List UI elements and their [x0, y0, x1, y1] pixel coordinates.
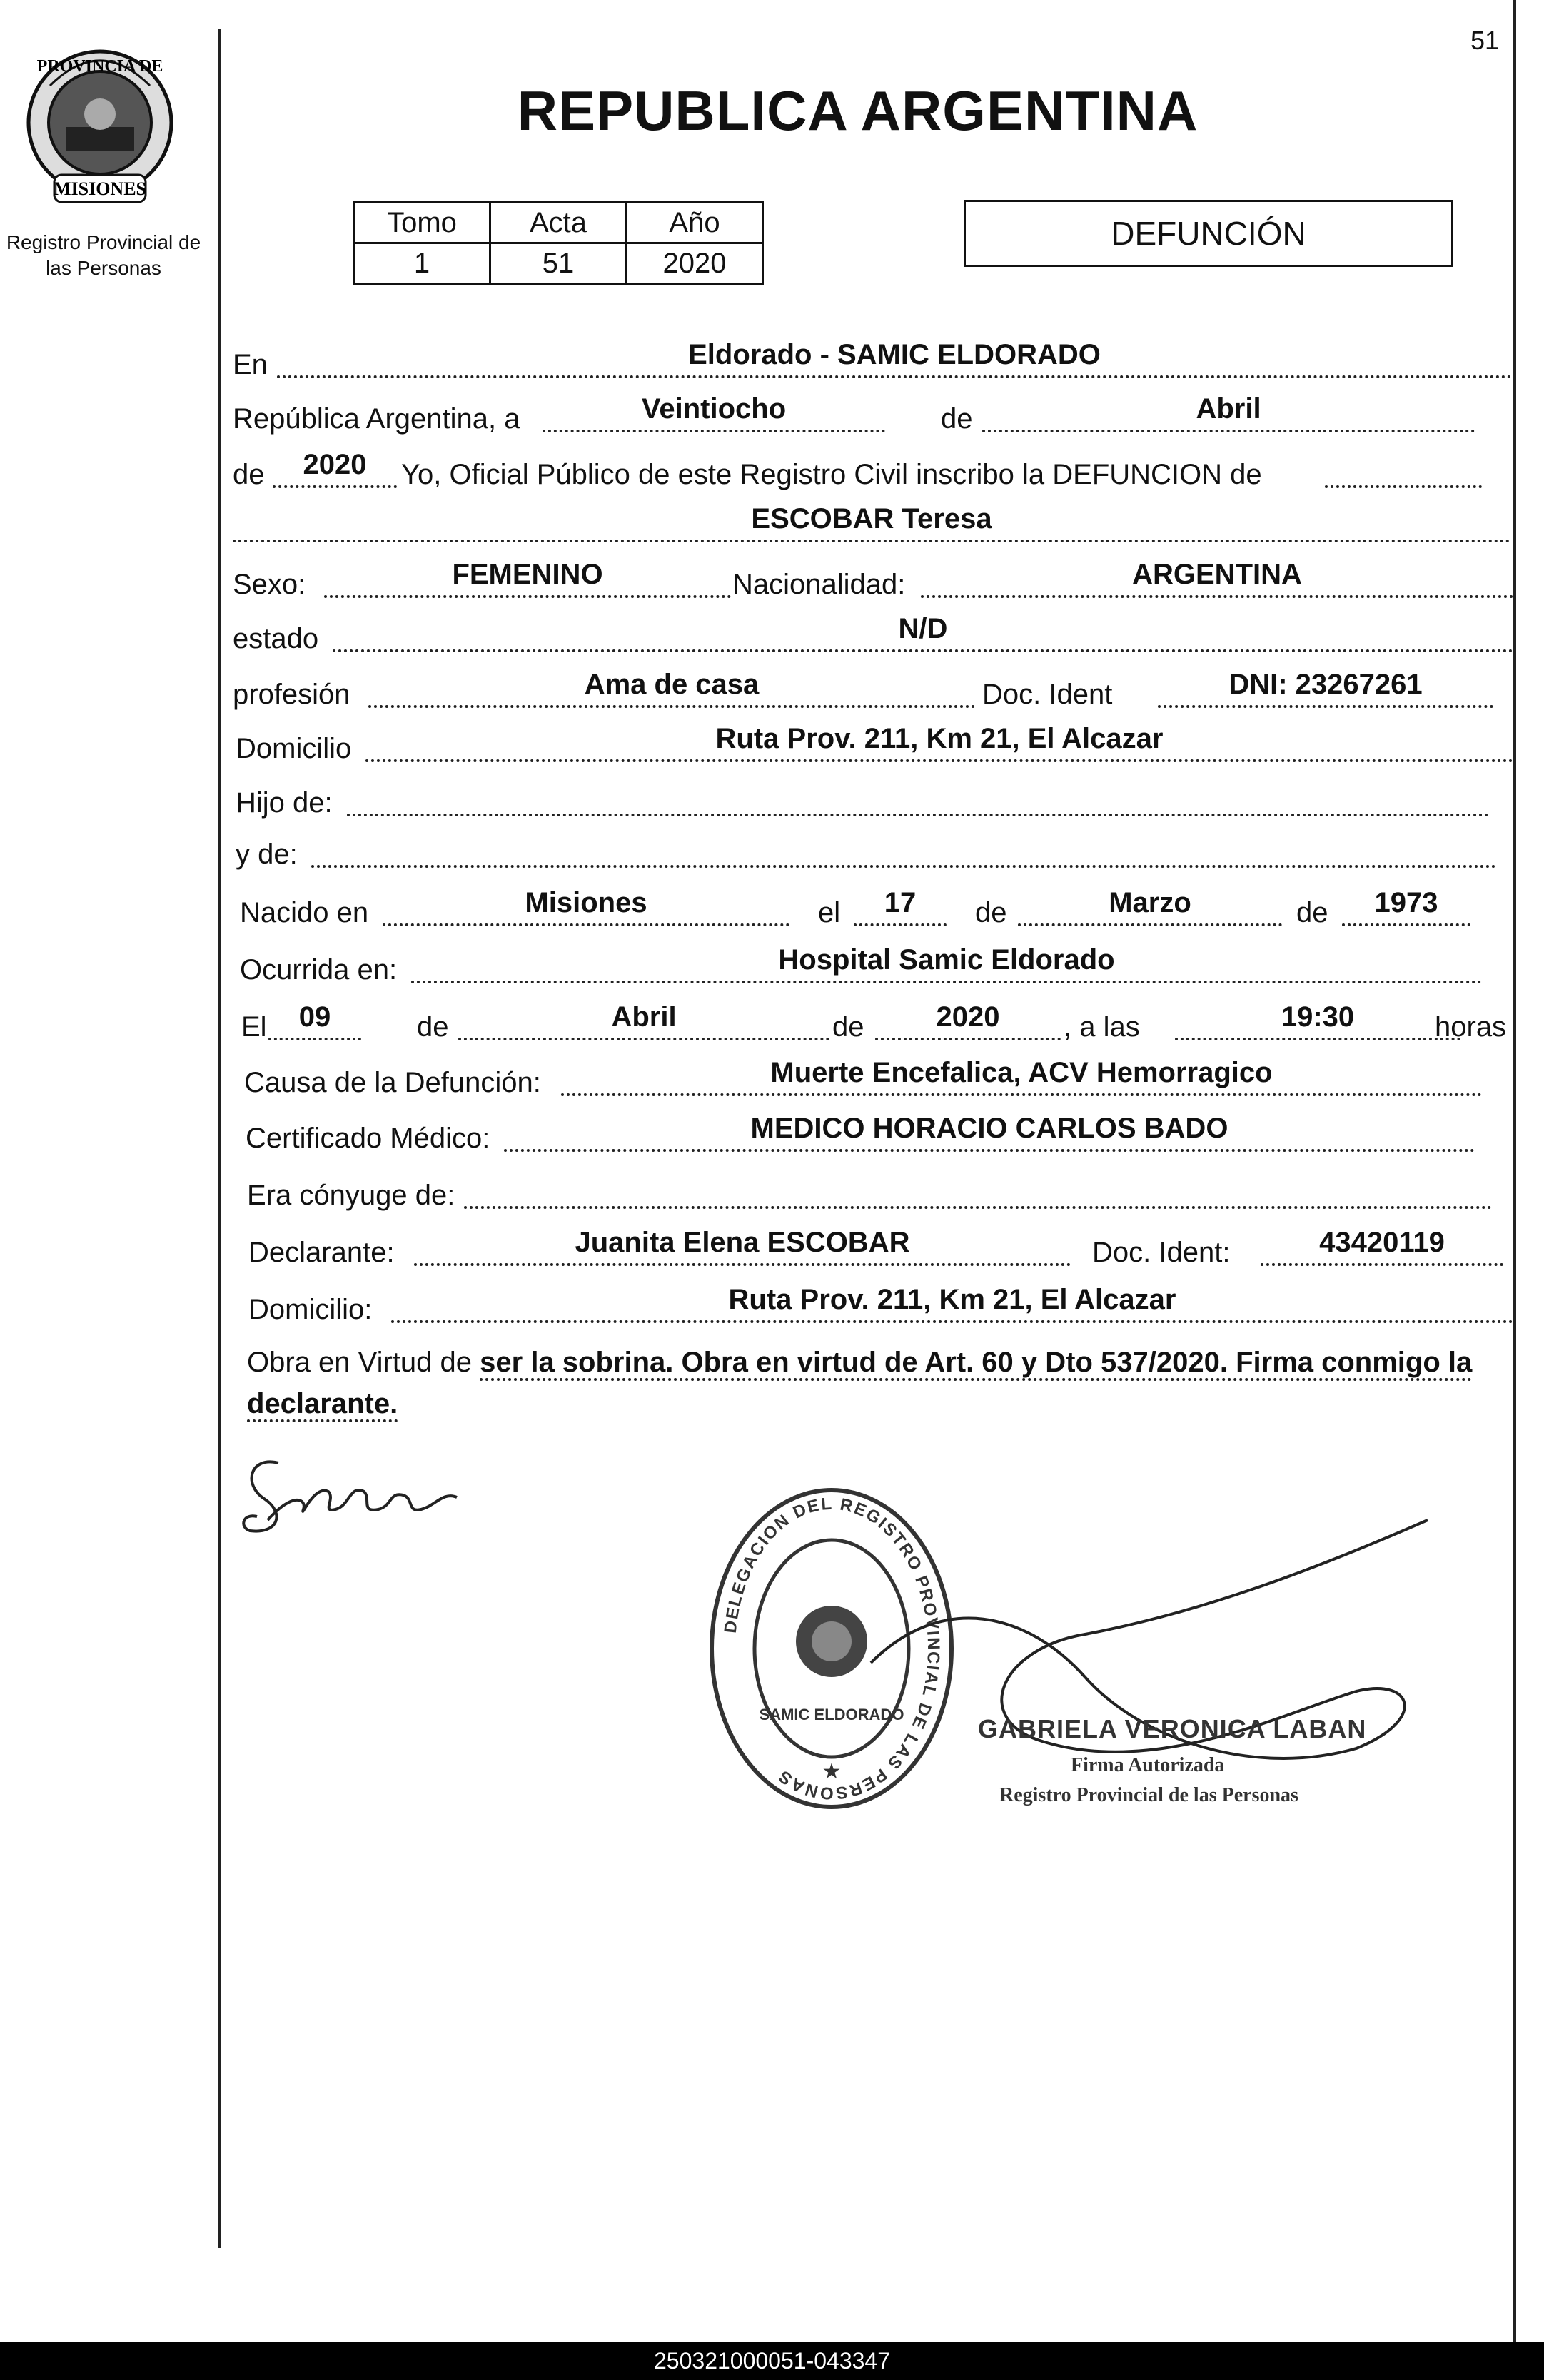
stamp-outer-text: DELEGACION DEL REGISTRO PROVINCIAL DE LAS PERSONAS	[720, 1494, 944, 1803]
anio-value: 2020	[627, 243, 763, 284]
nacionalidad-field: ARGENTINA	[921, 552, 1513, 598]
obra-en-virtud: Obra en Virtud de ser la sobrina. Obra en virtud de Art. 60 y Dto 537/2020. Firma conmigo la declarante.	[247, 1342, 1532, 1424]
row-anio-inscripcion: de 2020 Yo, Oficial Público de este Registro Civil inscribo la DEFUNCION de	[233, 454, 1518, 497]
obra-texto: ser la sobrina. Obra en virtud de Art. 60 y Dto 537/2020. Firma conmigo la declarante.	[247, 1347, 1472, 1422]
row-hijo-de: Hijo de:	[233, 782, 1518, 825]
def-anio-field: 2020	[875, 995, 1061, 1040]
page-number: 51	[1470, 26, 1500, 55]
signatory-org: Registro Provincial de las Personas	[999, 1784, 1298, 1806]
stamp-star: ★	[822, 1760, 842, 1783]
mes-inscripcion-field: Abril	[982, 387, 1475, 432]
acta-value: 51	[490, 243, 627, 284]
hijo-de-field	[347, 771, 1489, 816]
y-de-field	[311, 822, 1496, 868]
def-dia-field: 09	[268, 995, 361, 1040]
declarante-doc-field: 43420119	[1261, 1220, 1503, 1266]
dia-inscripcion-field: Veintiocho	[543, 387, 885, 432]
row-declarante: Declarante: Juanita Elena ESCOBAR Doc. Ident: 43420119	[233, 1232, 1518, 1275]
nac-anio-field: 1973	[1342, 881, 1470, 926]
logo-text-top: PROVINCIA DE	[36, 57, 163, 76]
anio-inscripcion-field: 2020	[273, 442, 397, 488]
logo-text-bottom: MISIONES	[53, 178, 147, 199]
row-estado: estado N/D	[233, 618, 1518, 661]
stamp-inner-text: SAMIC ELDORADO	[759, 1706, 904, 1723]
footer-code: 250321000051-043347	[0, 2342, 1544, 2380]
anio-label: Año	[627, 203, 763, 243]
signatory-name: GABRIELA VERONICA LABAN	[978, 1714, 1367, 1743]
conyuge-field	[464, 1163, 1492, 1209]
document-title: REPUBLICA ARGENTINA	[517, 79, 1199, 142]
left-margin-line	[218, 29, 221, 2248]
sexo-field: FEMENINO	[324, 552, 731, 598]
row-nacimiento: Nacido en Misiones el 17 de Marzo de 1973	[233, 892, 1518, 935]
row-sexo: Sexo: FEMENINO Nacionalidad: ARGENTINA	[233, 564, 1518, 607]
declarant-signature	[236, 1442, 507, 1549]
acta-label: Acta	[490, 203, 627, 243]
nac-dia-field: 17	[854, 881, 947, 926]
row-fecha-defuncion: El 09 de Abril de 2020 , a las 19:30 horas	[233, 1006, 1518, 1049]
row-ocurrida: Ocurrida en: Hospital Samic Eldorado	[233, 949, 1518, 992]
nacido-en-field: Misiones	[383, 881, 789, 926]
yo-continuation-field	[1325, 442, 1482, 488]
reference-table	[353, 201, 764, 285]
row-domicilio-declarante: Domicilio: Ruta Prov. 211, Km 21, El Alcazar	[233, 1289, 1518, 1332]
row-y-de: y de:	[233, 834, 1518, 876]
row-profesion: profesión Ama de casa Doc. Ident DNI: 23267261	[233, 674, 1518, 716]
declarante-domicilio-field: Ruta Prov. 211, Km 21, El Alcazar	[391, 1277, 1513, 1323]
nombre-field: ESCOBAR Teresa	[233, 497, 1510, 542]
domicilio-field: Ruta Prov. 211, Km 21, El Alcazar	[365, 716, 1513, 762]
registry-label: Registro Provincial de las Personas	[6, 231, 201, 279]
record-type-box: DEFUNCIÓN	[964, 200, 1453, 267]
lugar-field: Eldorado - SAMIC ELDORADO	[277, 333, 1512, 378]
nac-mes-field: Marzo	[1018, 881, 1282, 926]
row-nombre	[233, 503, 1518, 551]
row-conyuge: Era cónyuge de:	[233, 1175, 1518, 1217]
doc-ident-field: DNI: 23267261	[1158, 662, 1493, 708]
certificado-field: MEDICO HORACIO CARLOS BADO	[504, 1106, 1475, 1152]
row-lugar: En Eldorado - SAMIC ELDORADO	[233, 344, 1518, 387]
tomo-label: Tomo	[354, 203, 490, 243]
declarante-field: Juanita Elena ESCOBAR	[414, 1220, 1071, 1266]
tomo-value: 1	[354, 243, 490, 284]
row-certificado: Certificado Médico: MEDICO HORACIO CARLOS BADO	[233, 1118, 1518, 1160]
def-mes-field: Abril	[458, 995, 829, 1040]
estado-field: N/D	[333, 607, 1513, 652]
row-causa: Causa de la Defunción: Muerte Encefalica, ACV Hemorragico	[233, 1062, 1518, 1105]
signatory-role: Firma Autorizada	[1071, 1754, 1225, 1776]
profesion-field: Ama de casa	[368, 662, 975, 708]
row-fecha-inscripcion: República Argentina, a Veintiocho de Abril	[233, 398, 1518, 441]
row-domicilio: Domicilio Ruta Prov. 211, Km 21, El Alcazar	[233, 728, 1518, 771]
def-hora-field: 19:30	[1175, 995, 1460, 1040]
causa-field: Muerte Encefalica, ACV Hemorragico	[561, 1050, 1482, 1096]
ocurrida-en-field: Hospital Samic Eldorado	[411, 938, 1482, 983]
